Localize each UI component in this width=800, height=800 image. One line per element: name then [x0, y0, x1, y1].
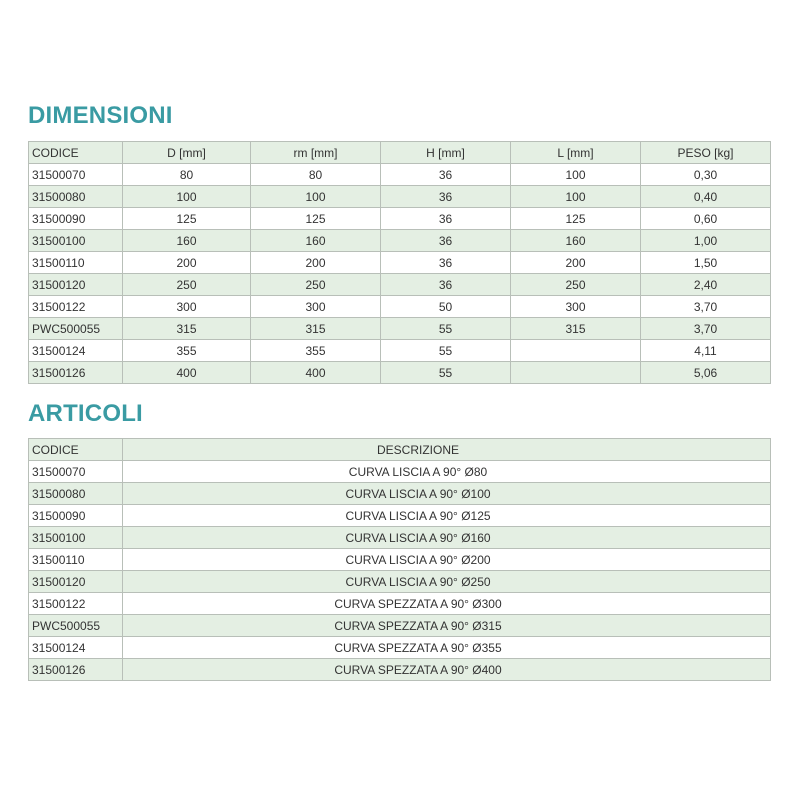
- dimensioni-cell-rm: 355: [251, 340, 381, 362]
- table-row: [29, 615, 771, 637]
- table-row: [29, 571, 771, 593]
- dimensioni-cell-peso: 1,00: [641, 230, 771, 252]
- articoli-cell-codice: 31500070: [29, 461, 123, 483]
- table-row: [29, 505, 771, 527]
- dimensioni-cell-peso: 0,60: [641, 208, 771, 230]
- dimensioni-cell-l: 100: [511, 186, 641, 208]
- dimensioni-cell-l: [511, 340, 641, 362]
- dimensioni-cell-d: 315: [123, 318, 251, 340]
- articoli-cell-descrizione: CURVA SPEZZATA A 90° Ø315: [123, 615, 771, 637]
- table-row: [29, 230, 771, 252]
- articoli-cell-codice: 31500124: [29, 637, 123, 659]
- dimensioni-cell-peso: 0,40: [641, 186, 771, 208]
- articoli-cell-descrizione: CURVA LISCIA A 90° Ø80: [123, 461, 771, 483]
- dimensioni-cell-l: 160: [511, 230, 641, 252]
- articoli-cell-codice: 31500090: [29, 505, 123, 527]
- articoli-cell-descrizione: CURVA LISCIA A 90° Ø200: [123, 549, 771, 571]
- dimensioni-cell-codice: 31500090: [29, 208, 123, 230]
- articoli-header-descrizione: DESCRIZIONE: [123, 439, 771, 461]
- articoli-cell-codice: 31500120: [29, 571, 123, 593]
- articoli-cell-descrizione: CURVA SPEZZATA A 90° Ø355: [123, 637, 771, 659]
- table-row: [29, 483, 771, 505]
- dimensioni-table: [28, 141, 771, 384]
- table-row: [29, 593, 771, 615]
- articoli-cell-codice: 31500080: [29, 483, 123, 505]
- dimensioni-cell-h: 36: [381, 208, 511, 230]
- dimensioni-cell-d: 400: [123, 362, 251, 384]
- dimensioni-cell-codice: PWC500055: [29, 318, 123, 340]
- table-row: [29, 461, 771, 483]
- dimensioni-cell-peso: 3,70: [641, 318, 771, 340]
- dimensioni-header-l: L [mm]: [511, 142, 641, 164]
- dimensioni-cell-d: 250: [123, 274, 251, 296]
- articoli-cell-descrizione: CURVA LISCIA A 90° Ø125: [123, 505, 771, 527]
- dimensioni-cell-h: 36: [381, 274, 511, 296]
- articoli-cell-descrizione: CURVA LISCIA A 90° Ø100: [123, 483, 771, 505]
- articoli-cell-codice: 31500126: [29, 659, 123, 681]
- articoli-header-row: [29, 439, 771, 461]
- dimensioni-cell-h: 50: [381, 296, 511, 318]
- articoli-cell-codice: 31500122: [29, 593, 123, 615]
- dimensioni-cell-h: 36: [381, 164, 511, 186]
- dimensioni-cell-h: 36: [381, 252, 511, 274]
- dimensioni-cell-h: 36: [381, 186, 511, 208]
- dimensioni-cell-peso: 5,06: [641, 362, 771, 384]
- dimensioni-cell-rm: 400: [251, 362, 381, 384]
- dimensioni-cell-rm: 160: [251, 230, 381, 252]
- articoli-table: [28, 438, 771, 681]
- table-row: [29, 659, 771, 681]
- dimensioni-cell-rm: 100: [251, 186, 381, 208]
- dimensioni-cell-l: 100: [511, 164, 641, 186]
- dimensioni-cell-codice: 31500122: [29, 296, 123, 318]
- dimensioni-cell-h: 55: [381, 318, 511, 340]
- dimensioni-cell-h: 55: [381, 362, 511, 384]
- dimensioni-header-row: [29, 142, 771, 164]
- dimensioni-cell-l: 200: [511, 252, 641, 274]
- dimensioni-cell-h: 55: [381, 340, 511, 362]
- articoli-cell-descrizione: CURVA LISCIA A 90° Ø250: [123, 571, 771, 593]
- dimensioni-cell-codice: 31500070: [29, 164, 123, 186]
- dimensioni-cell-l: 125: [511, 208, 641, 230]
- dimensioni-header-rm: rm [mm]: [251, 142, 381, 164]
- dimensioni-header-peso: PESO [kg]: [641, 142, 771, 164]
- articoli-cell-codice: PWC500055: [29, 615, 123, 637]
- dimensioni-cell-d: 160: [123, 230, 251, 252]
- dimensioni-cell-codice: 31500080: [29, 186, 123, 208]
- dimensioni-cell-rm: 200: [251, 252, 381, 274]
- articoli-header-codice: CODICE: [29, 439, 123, 461]
- dimensioni-cell-rm: 300: [251, 296, 381, 318]
- table-row: [29, 637, 771, 659]
- table-row: [29, 164, 771, 186]
- dimensioni-cell-codice: 31500120: [29, 274, 123, 296]
- articoli-cell-descrizione: CURVA SPEZZATA A 90° Ø400: [123, 659, 771, 681]
- table-row: [29, 208, 771, 230]
- dimensioni-cell-rm: 315: [251, 318, 381, 340]
- dimensioni-cell-codice: 31500110: [29, 252, 123, 274]
- dimensioni-cell-l: 300: [511, 296, 641, 318]
- articoli-title: ARTICOLI: [28, 400, 143, 427]
- articoli-cell-codice: 31500100: [29, 527, 123, 549]
- dimensioni-cell-d: 300: [123, 296, 251, 318]
- dimensioni-cell-peso: 0,30: [641, 164, 771, 186]
- articoli-cell-codice: 31500110: [29, 549, 123, 571]
- dimensioni-cell-d: 125: [123, 208, 251, 230]
- table-row: [29, 274, 771, 296]
- dimensioni-cell-peso: 1,50: [641, 252, 771, 274]
- table-row: [29, 340, 771, 362]
- dimensioni-cell-rm: 80: [251, 164, 381, 186]
- table-row: [29, 252, 771, 274]
- table-row: [29, 549, 771, 571]
- dimensioni-cell-codice: 31500100: [29, 230, 123, 252]
- dimensioni-header-d: D [mm]: [123, 142, 251, 164]
- dimensioni-cell-rm: 250: [251, 274, 381, 296]
- dimensioni-cell-peso: 4,11: [641, 340, 771, 362]
- dimensioni-cell-d: 200: [123, 252, 251, 274]
- table-row: [29, 318, 771, 340]
- table-row: [29, 186, 771, 208]
- articoli-cell-descrizione: CURVA SPEZZATA A 90° Ø300: [123, 593, 771, 615]
- dimensioni-cell-l: 315: [511, 318, 641, 340]
- dimensioni-cell-codice: 31500126: [29, 362, 123, 384]
- dimensioni-cell-peso: 3,70: [641, 296, 771, 318]
- dimensioni-header-h: H [mm]: [381, 142, 511, 164]
- dimensioni-title: DIMENSIONI: [28, 102, 173, 129]
- dimensioni-cell-d: 100: [123, 186, 251, 208]
- dimensioni-cell-rm: 125: [251, 208, 381, 230]
- dimensioni-cell-peso: 2,40: [641, 274, 771, 296]
- table-row: [29, 296, 771, 318]
- dimensioni-cell-d: 80: [123, 164, 251, 186]
- table-row: [29, 362, 771, 384]
- dimensioni-cell-h: 36: [381, 230, 511, 252]
- dimensioni-cell-l: [511, 362, 641, 384]
- dimensioni-cell-l: 250: [511, 274, 641, 296]
- articoli-cell-descrizione: CURVA LISCIA A 90° Ø160: [123, 527, 771, 549]
- table-row: [29, 527, 771, 549]
- dimensioni-header-codice: CODICE: [29, 142, 123, 164]
- dimensioni-cell-d: 355: [123, 340, 251, 362]
- dimensioni-cell-codice: 31500124: [29, 340, 123, 362]
